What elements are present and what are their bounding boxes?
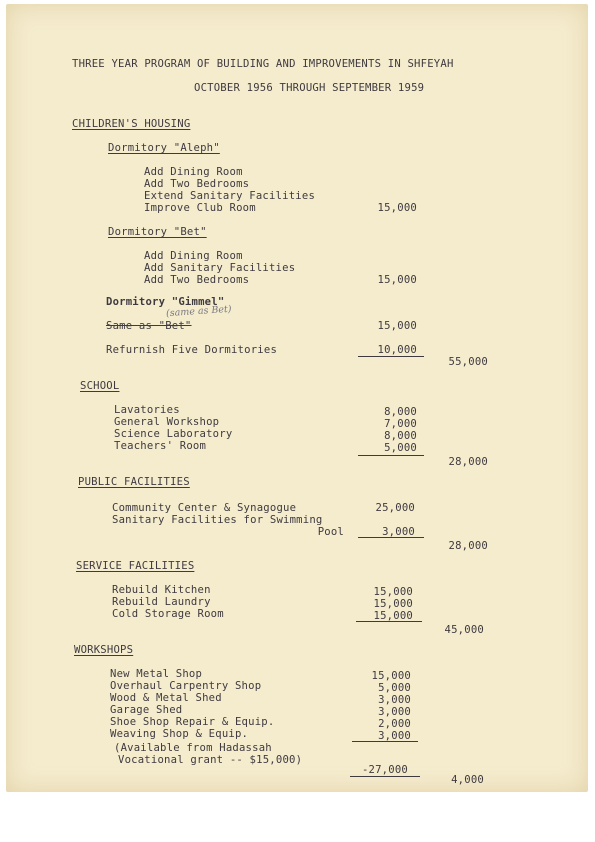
- workshops-note: (Available from Hadassah: [114, 742, 272, 754]
- workshops-item-amount: 15,000: [371, 670, 411, 682]
- workshops-item: Overhaul Carpentry Shop: [110, 680, 262, 692]
- subtotal-rule: [358, 356, 424, 357]
- workshops-item-amount: 5,000: [378, 682, 411, 694]
- public-facilities-item-amount: 25,000: [375, 502, 415, 514]
- dormitory-aleph-item: Add Dining Room: [144, 166, 243, 178]
- service-facilities-item: Rebuild Laundry: [112, 596, 211, 608]
- public-facilities-item: Pool: [317, 526, 344, 538]
- school-item: Lavatories: [114, 404, 180, 416]
- service-facilities-item-amount: 15,000: [373, 598, 413, 610]
- service-facilities-item: Rebuild Kitchen: [112, 584, 211, 596]
- dormitory-aleph-item: Improve Club Room: [144, 202, 256, 214]
- section-school-heading: SCHOOL: [80, 380, 120, 392]
- school-total: 28,000: [448, 456, 488, 468]
- dormitory-gimmel-amount: 15,000: [377, 320, 417, 332]
- handwritten-annotation: (same as Bet): [165, 303, 232, 320]
- dormitory-bet-item: Add Two Bedrooms: [144, 274, 250, 286]
- subtotal-rule: [350, 776, 420, 777]
- refurnish-amount: 10,000: [377, 344, 417, 356]
- dormitory-gimmel-title: Dormitory "Gimmel": [106, 296, 225, 308]
- dormitory-bet-title: Dormitory "Bet": [108, 226, 207, 238]
- workshops-item: Shoe Shop Repair & Equip.: [110, 716, 275, 728]
- section-childrens-housing-heading: CHILDREN'S HOUSING: [72, 118, 191, 130]
- workshops-item-amount: 3,000: [378, 706, 411, 718]
- document-subtitle: OCTOBER 1956 THROUGH SEPTEMBER 1959: [194, 82, 425, 94]
- dormitory-aleph-title: Dormitory "Aleph": [108, 142, 220, 154]
- workshops-total: 4,000: [451, 774, 484, 786]
- section-workshops-heading: WORKSHOPS: [74, 644, 134, 656]
- childrens-housing-total: 55,000: [448, 356, 488, 368]
- school-item: General Workshop: [114, 416, 220, 428]
- service-facilities-item-amount: 15,000: [373, 610, 413, 622]
- document-title: THREE YEAR PROGRAM OF BUILDING AND IMPROVEMENTS IN SHFEYAH: [72, 58, 454, 70]
- public-facilities-item-amount: 3,000: [382, 526, 415, 538]
- subtotal-rule: [358, 537, 424, 538]
- dormitory-aleph-item: Add Two Bedrooms: [144, 178, 250, 190]
- dormitory-bet-item: Add Dining Room: [144, 250, 243, 262]
- workshops-item-amount: 3,000: [378, 694, 411, 706]
- refurnish-label: Refurnish Five Dormitories: [106, 344, 278, 356]
- service-facilities-item-amount: 15,000: [373, 586, 413, 598]
- school-item-amount: 8,000: [384, 430, 417, 442]
- service-facilities-total: 45,000: [444, 624, 484, 636]
- service-facilities-item: Cold Storage Room: [112, 608, 224, 620]
- workshops-item-amount: 2,000: [378, 718, 411, 730]
- school-item-amount: 8,000: [384, 406, 417, 418]
- workshops-note: Vocational grant -- $15,000): [118, 754, 303, 766]
- dormitory-aleph-amount: 15,000: [377, 202, 417, 214]
- school-item: Science Laboratory: [114, 428, 233, 440]
- section-service-facilities-heading: SERVICE FACILITIES: [76, 560, 195, 572]
- workshops-item-amount: 3,000: [378, 730, 411, 742]
- subtotal-rule: [358, 455, 424, 456]
- dormitory-bet-item: Add Sanitary Facilities: [144, 262, 296, 274]
- workshops-item: Wood & Metal Shed: [110, 692, 222, 704]
- workshops-item: Garage Shed: [110, 704, 183, 716]
- public-facilities-total: 28,000: [448, 540, 488, 552]
- school-item-amount: 7,000: [384, 418, 417, 430]
- document-page: [6, 4, 588, 792]
- dormitory-aleph-item: Extend Sanitary Facilities: [144, 190, 316, 202]
- workshops-item: Weaving Shop & Equip.: [110, 728, 249, 740]
- school-item-amount: 5,000: [384, 442, 417, 454]
- school-item: Teachers' Room: [114, 440, 207, 452]
- subtotal-rule: [356, 621, 422, 622]
- public-facilities-item: Sanitary Facilities for Swimming: [112, 514, 323, 526]
- public-facilities-item: Community Center & Synagogue: [112, 502, 297, 514]
- workshops-grant-deduction: -27,000: [361, 764, 408, 776]
- dormitory-bet-amount: 15,000: [377, 274, 417, 286]
- workshops-item: New Metal Shop: [110, 668, 203, 680]
- section-public-facilities-heading: PUBLIC FACILITIES: [78, 476, 190, 488]
- subtotal-rule: [352, 741, 418, 742]
- struck-text: Same as "Bet": [106, 320, 192, 332]
